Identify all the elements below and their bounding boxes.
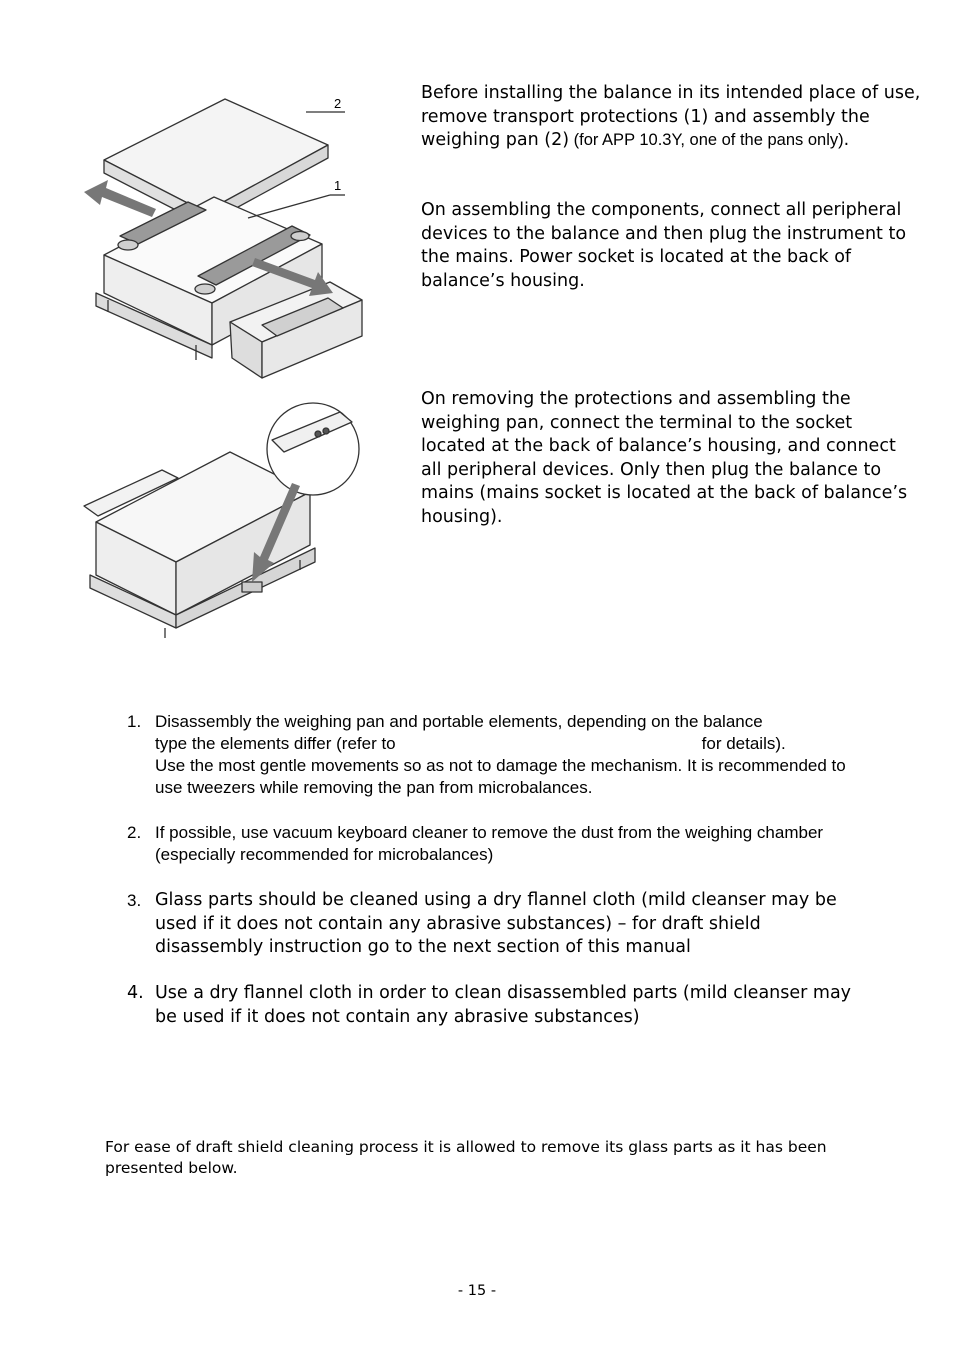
paragraph-install-end: .	[843, 130, 850, 150]
figure-label-2: 2	[334, 96, 342, 111]
paragraph-install-note: (for APP 10.3Y, one of the pans only)	[569, 131, 844, 149]
list-item-text: If possible, use vacuum keyboard cleaner to remove the dust from the weighing chamber (especially recommended for microbalances)	[155, 823, 824, 864]
list-item-text-end: for details).	[701, 734, 786, 753]
list-item-number: 1.	[127, 712, 142, 731]
list-item-number: 3.	[127, 891, 142, 910]
paragraph-draft-shield: For ease of draft shield cleaning process it is allowed to remove its glass parts as it has been presented below.	[105, 1138, 827, 1177]
paragraph-install-text: Before installing the balance in its intended place of use, remove transport protections (1) and assembly the weighing pan (2)	[421, 83, 921, 150]
list-item-number: 4.	[127, 983, 144, 1003]
list-item-line: Disassembly the weighing pan and portable elements, depending on the balance	[155, 712, 763, 731]
list-item-line: Use the most gentle movements so as not to damage the mechanism. It is recommended to use tweezers while removing the pan from microbalances.	[155, 756, 846, 797]
paragraph-connect: On assembling the components, connect all peripheral devices to the balance and then plug the instrument to the mains. Power socket is located at the back of balance’s housing.	[421, 200, 907, 291]
list-item-text: Glass parts should be cleaned using a dry flannel cloth (mild cleanser may be used if it does not contain any abrasive substances) – for draft shield disassembly instruction go to the next section of this manual	[155, 890, 837, 957]
list-item-text: Use a dry flannel cloth in order to clean disassembled parts (mild cleanser may be used if it does not contain any abrasive substances)	[155, 983, 852, 1027]
page-number: - 15 -	[457, 1283, 497, 1299]
paragraph-install	[421, 82, 921, 153]
list-item-line	[155, 733, 855, 755]
paragraph-terminal: On removing the protections and assembling the weighing pan, connect the terminal to the socket located at the back of balance’s housing, and connect all peripheral devices. Only then plug the balance to mains (mains socket is located at the back of balance’s housing).	[421, 389, 908, 527]
figure-label-1: 1	[334, 178, 342, 193]
list-item-text-start: type the elements differ (refer to	[155, 734, 396, 753]
list-item-number: 2.	[127, 823, 142, 842]
list-item-text	[155, 711, 855, 799]
